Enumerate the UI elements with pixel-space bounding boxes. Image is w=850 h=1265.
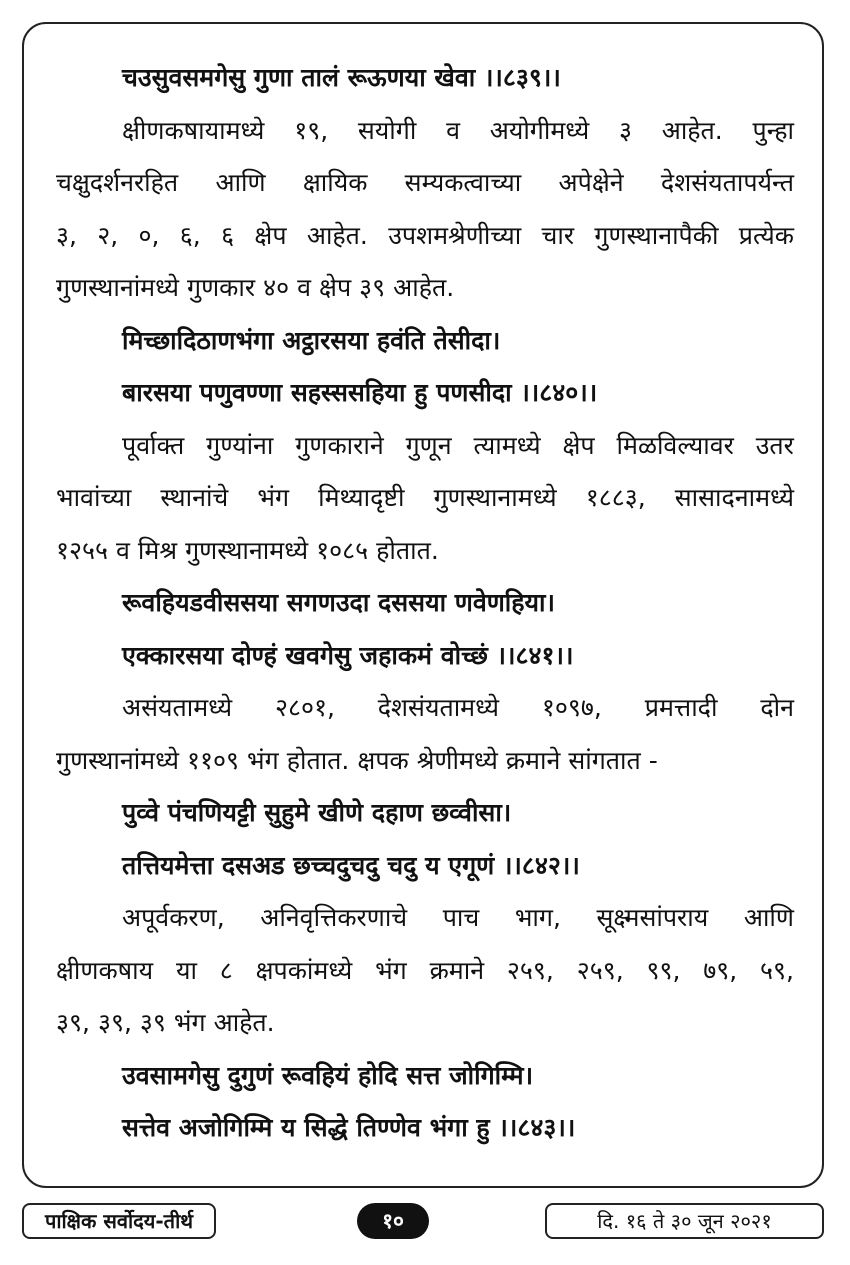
word: सासादनामध्ये [674, 483, 794, 512]
word: होतात. [286, 745, 350, 775]
word: गुणून [405, 430, 452, 460]
word: १०९७, [541, 693, 602, 722]
word: प्रत्येक [738, 220, 794, 250]
word: क्षेप [319, 273, 352, 302]
paragraph-2-line-3 [56, 525, 794, 578]
word: मिश्र [137, 535, 178, 565]
word: १८८३, [585, 483, 646, 512]
word: ११०९ [187, 745, 240, 775]
word: व [446, 115, 460, 145]
publication-name: पाक्षिक सर्वोदय-तीर्थ [22, 1203, 216, 1239]
word: मिळविल्यावर [616, 430, 734, 460]
word: सयोगी [357, 115, 417, 145]
word: मिथ्यादृष्टी [318, 483, 405, 512]
verse-842-line-1: पुव्वे पंचणियट्टी सुहुमे खीणे दहाण छव्वीसा। [122, 798, 512, 827]
verse-843-line-1: उवसामगेसु दुगुणं रूवहियं होदि सत्त जोगिम्मि। [122, 1060, 534, 1090]
paragraph-2-line-2 [56, 472, 794, 525]
word: देशसंयतामध्ये [377, 693, 500, 722]
word: पूर्वाक्त [122, 430, 185, 460]
word: गुणस्थानापैकी [594, 220, 719, 250]
word: या [175, 955, 197, 985]
word: ९९, [646, 955, 681, 985]
word: आणि [215, 168, 266, 197]
word: आहेत. [213, 1008, 275, 1037]
verse-839-line-2: चउसुवसमगेसु गुणा तालं रूऊणया खेवा ।।८३९।। [122, 63, 561, 92]
verse-840-line-2: बारसया पणुवण्णा सहस्ससहिया हु पणसीदा ।।८४०।। [122, 378, 598, 407]
verse-842-line-2: तत्तियमेत्ता दसअड छच्चदुचदु चदु य एगूणं ।।८४२।। [122, 850, 580, 880]
word: स्थानांचे [160, 483, 229, 512]
word: होतात. [376, 535, 439, 565]
word: - [648, 745, 658, 775]
word: गुणस्थानांमध्ये [56, 273, 180, 302]
word: अपेक्षेने [558, 168, 624, 197]
word: भंग [375, 955, 407, 985]
word: गुणस्थानांमध्ये [56, 745, 180, 775]
verse-841-line-1: रूवहियडवीससया सगणउदा दससया णवेणहिया। [122, 588, 556, 617]
word: अपूर्वकरण, [122, 903, 225, 932]
word: ०, [138, 220, 160, 250]
word: १९, [294, 115, 329, 145]
word: ५९, [760, 955, 794, 985]
word: ३ [618, 115, 632, 145]
word: ६ [221, 220, 235, 250]
word: ६, [179, 220, 201, 250]
paragraph-2-line-1 [56, 420, 794, 473]
word: ८ [219, 955, 233, 985]
word: २, [97, 220, 119, 250]
word: क्रमाने [429, 955, 485, 985]
paragraph-3-line-1 [56, 682, 794, 735]
word: क्षीणकषायामध्ये [122, 115, 265, 145]
word: आहेत. [393, 273, 455, 302]
word: अयोगीमध्ये [489, 115, 590, 145]
word: आणि [743, 903, 794, 932]
paragraph-1-line-3 [56, 210, 794, 263]
word: २५९, [576, 955, 624, 985]
issue-date: दि. १६ ते ३० जून २०२१ [545, 1203, 824, 1239]
word: क्षायिक [302, 168, 368, 197]
word: चक्षुदर्शनरहित [56, 168, 179, 197]
page-content [56, 52, 794, 1155]
word: ३९, [56, 1008, 90, 1037]
word: देशसंयतापर्यन्त [660, 168, 794, 197]
paragraph-1-line-2 [56, 157, 794, 210]
word: पाच [442, 903, 480, 932]
verse-841-line-2: एक्कारसया दोण्हं खवगेसु जहाकमं वोच्छं ।।८४१।। [122, 640, 574, 670]
word: उतर [755, 430, 794, 460]
word: क्षपकांमध्ये [255, 955, 353, 985]
word: ७९, [703, 955, 738, 985]
word: दोन [760, 693, 794, 722]
word: सम्यकत्वाच्या [404, 168, 522, 197]
page-number: १० [357, 1203, 429, 1239]
paragraph-4-line-1 [56, 892, 794, 945]
word: गुण्यांना [206, 430, 274, 460]
word: सूक्ष्मसांपराय [596, 903, 709, 932]
word: त्यामध्ये [473, 430, 541, 460]
paragraph-1-line-1 [56, 105, 794, 158]
paragraph-4-line-3 [56, 997, 794, 1050]
word: पुन्हा [752, 115, 794, 145]
word: उपशमश्रेणीच्या [388, 220, 522, 250]
word: ४० [263, 273, 290, 302]
word: क्षपक [357, 745, 409, 775]
word: व [297, 273, 312, 302]
word: आहेत. [306, 220, 368, 250]
word: ३९ [359, 273, 386, 302]
word: ३९ [139, 1008, 166, 1037]
word: १०८५ [316, 535, 369, 565]
word: आहेत. [661, 115, 723, 145]
word: भंग [173, 1008, 206, 1037]
word: असंयतामध्ये [122, 693, 233, 722]
paragraph-3-line-2 [56, 735, 794, 788]
word: ३९, [97, 1008, 132, 1037]
paragraph-4-line-2 [56, 945, 794, 998]
word: २५९, [506, 955, 554, 985]
word: भावांच्या [56, 483, 132, 512]
paragraph-1-line-4 [56, 262, 794, 315]
word: क्षीणकषाय [56, 955, 154, 985]
word: क्रमाने [505, 745, 561, 775]
word: क्षेप [562, 430, 595, 460]
word: गुणकाराने [295, 430, 384, 460]
word: गुणस्थानामध्ये [185, 535, 309, 565]
word: १२५५ [56, 535, 109, 565]
word: सांगतात [568, 745, 641, 775]
word: गुणकार [187, 273, 256, 302]
verse-840-line-1: मिच्छादिठाणभंगा अट्ठारसया हवंति तेसीदा। [122, 325, 501, 355]
word: भंग [247, 745, 279, 775]
verse-843-line-2: सत्तेव अजोगिम्मि य सिद्धे तिण्णेव भंगा हु ।।८४३।। [122, 1113, 576, 1142]
word: प्रमत्तादी [644, 693, 718, 722]
word: श्रेणीमध्ये [416, 745, 498, 775]
word: चार [541, 220, 575, 250]
word: व [116, 535, 130, 565]
word: २८०१, [274, 693, 335, 722]
word: भाग, [514, 903, 561, 932]
word: क्षेप [254, 220, 287, 250]
word: अनिवृत्तिकरणाचे [260, 903, 408, 932]
word: गुणस्थानामध्ये [433, 483, 557, 512]
word: ३, [56, 220, 77, 250]
word: भंग [257, 483, 290, 512]
